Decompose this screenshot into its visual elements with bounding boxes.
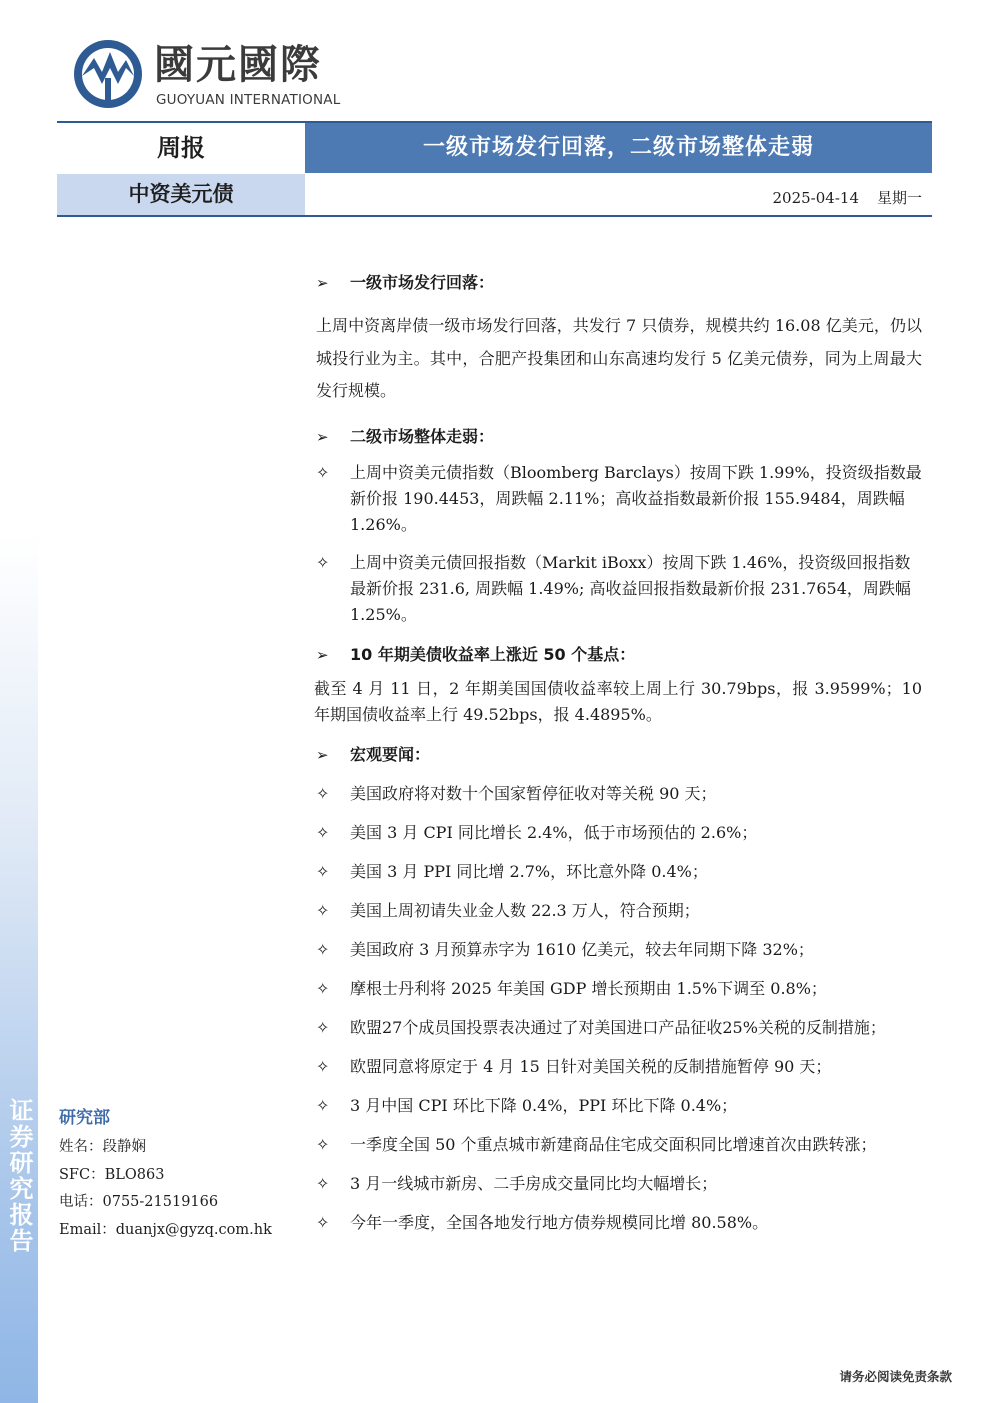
list-item: ✧ 美国 3 月 CPI 同比增长 2.4%，低于市场预估的 2.6%； [316,820,922,846]
arrow-icon: ➢ [316,645,329,664]
analyst-contact [59,1105,299,1244]
header-bottom-rule [57,215,932,217]
header-row [57,123,932,173]
diamond-bullet-icon: ✧ [316,900,330,920]
list-item: ✧ 美国 3 月 PPI 同比增 2.7%，环比意外降 0.4%； [316,859,922,885]
list-item: ✧ 一季度全国 50 个重点城市新建商品住宅成交面积同比增速首次由跌转涨； [316,1132,922,1158]
list-item: ✧ 今年一季度，全国各地发行地方债券规模同比增 80.58%。 [316,1210,922,1236]
list-item: ✧ 3 月一线城市新房、二手房成交量同比均大幅增长； [316,1171,922,1197]
report-date: 2025-04-14 [772,189,859,207]
arrow-icon: ➢ [316,745,329,764]
list-item: ✧ 摩根士丹利将 2025 年美国 GDP 增长预期由 1.5%下调至 0.8%； [316,976,922,1002]
section-heading-treasury: ➢ 10 年期美债收益率上涨近 50 个基点： [316,640,922,670]
diamond-bullet-icon: ✧ [316,1212,330,1232]
list-item: ✧ 美国上周初请失业金人数 22.3 万人，符合预期； [316,898,922,924]
report-headline: 一级市场发行回落，二级市场整体走弱 [305,123,932,173]
analyst-phone: 电话：0755-21519166 [59,1194,219,1210]
report-weekday: 星期一 [876,189,922,207]
list-item: ✧ 欧盟同意将原定于 4 月 15 日针对美国关税的反制措施暂停 90 天； [316,1054,922,1080]
section-paragraph-primary: 上周中资离岸债一级市场发行回落，共发行 7 只债券，规模共约 16.08 亿美元，仍以城投行业为主。其中，合肥产投集团和山东高速均发行 5 亿美元债券，同为上周最大发行规模。 [316,316,922,400]
diamond-bullet-icon: ✧ [316,1173,330,1193]
header-subrow [57,174,932,215]
list-item: ✧ 上周中资美元债指数（Bloomberg Barclays）按周下跌 1.99%，投资级指数最新价报 190.4453，周跌幅 2.11%；高收益指数最新价报 155.9484，周跌幅 1.26%。 [316,460,922,538]
section-heading-secondary: ➢ 二级市场整体走弱： [316,422,922,452]
diamond-bullet-icon: ✧ [316,939,330,959]
analyst-email[interactable]: Email：duanjx@gyzq.com.hk [59,1221,272,1238]
logo-mark-icon [72,38,144,110]
list-item: ✧ 3 月中国 CPI 环比下降 0.4%，PPI 环比下降 0.4%； [316,1093,922,1119]
diamond-bullet-icon: ✧ [316,783,330,803]
brand-name-cn: 國元國際 [154,42,322,88]
department-label: 研究部 [59,1108,110,1128]
report-body [316,268,922,1236]
brand-name-en: GUOYUAN INTERNATIONAL [156,92,341,108]
diamond-bullet-icon: ✧ [316,1017,330,1037]
diamond-bullet-icon: ✧ [316,822,330,842]
section-paragraph-treasury: 截至 4 月 11 日，2 年期美国国债收益率较上周上行 30.79bps，报 3.9599%；10 年期国债收益率上行 49.52bps，报 4.4895%。 [314,678,922,724]
report-date-line [773,174,923,215]
disclaimer-link[interactable]: 请务必阅读免责条款 [839,1369,952,1384]
brand-logo [72,38,342,114]
analyst-sfc: SFC：BLO863 [59,1166,165,1183]
section-heading-primary: ➢ 一级市场发行回落： [316,268,922,298]
side-label: 证券研究报告 [5,1098,33,1254]
section-heading-macro: ➢ 宏观要闻： [316,740,922,770]
list-item: ✧ 美国政府将对数十个国家暂停征收对等关税 90 天； [316,781,922,807]
diamond-bullet-icon: ✧ [316,861,330,881]
diamond-bullet-icon: ✧ [316,1056,330,1076]
diamond-bullet-icon: ✧ [316,1134,330,1154]
list-item: ✧ 美国政府 3 月预算赤字为 1610 亿美元，较去年同期下降 32%； [316,937,922,963]
analyst-name: 姓名：段静娴 [59,1139,146,1155]
report-category: 中资美元债 [57,174,305,215]
arrow-icon: ➢ [316,274,329,292]
report-type: 周报 [57,123,305,173]
diamond-bullet-icon: ✧ [316,552,330,572]
arrow-icon: ➢ [316,427,329,446]
list-item: ✧ 欧盟27个成员国投票表决通过了对美国进口产品征收25%关税的反制措施； [316,1015,922,1041]
list-item: ✧ 上周中资美元债回报指数（Markit iBoxx）按周下跌 1.46%，投资级回报指数最新价报 231.6, 周跌幅 1.49%; 高收益回报指数最新价报 231.7654，周跌幅 1.25%。 [316,550,922,628]
diamond-bullet-icon: ✧ [316,1095,330,1115]
diamond-bullet-icon: ✧ [316,462,330,482]
diamond-bullet-icon: ✧ [316,978,330,998]
